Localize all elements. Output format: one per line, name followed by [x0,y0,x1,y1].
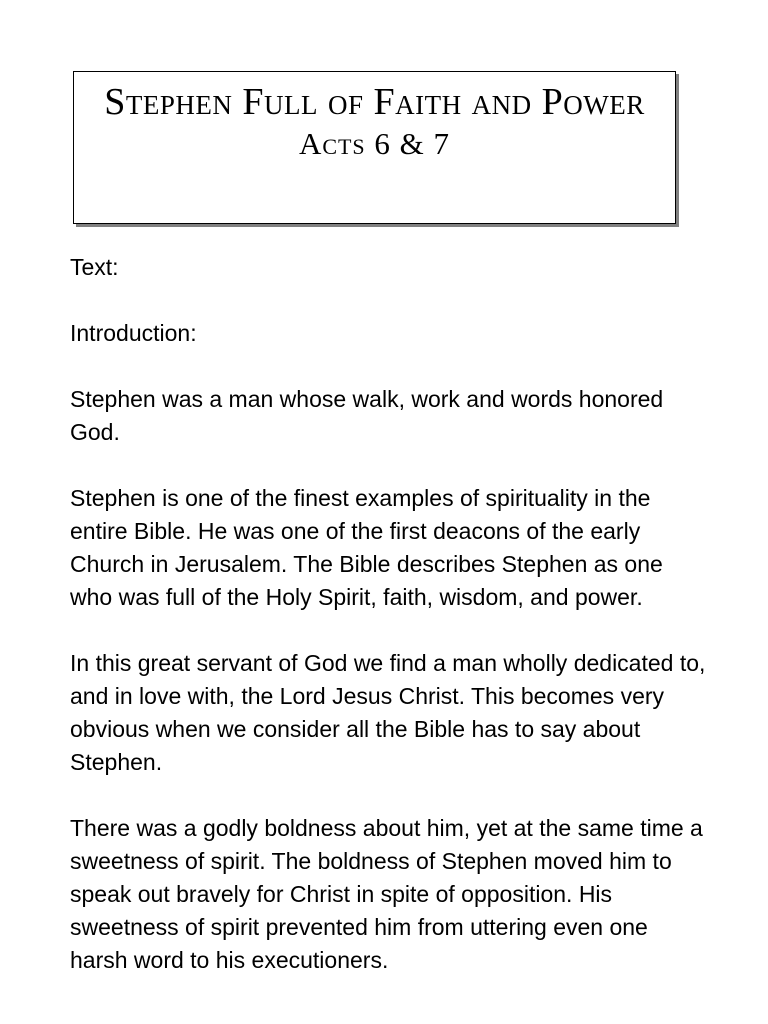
title-box [73,71,676,224]
paragraph: There was a godly boldness about him, yet at the same time a sweetness of spirit. The boldness of Stephen moved him to speak out bravely for Christ in spite of opposition. His sweetness of spirit prevented him from uttering even one harsh word to his executioners. [70,815,703,973]
paragraph: Stephen was a man whose walk, work and words honored God. [70,386,664,445]
document-body [70,251,710,1010]
introduction-label: Introduction: [70,320,197,346]
document-subtitle: Acts 6 & 7 [298,126,451,161]
document-title: Stephen Full of Faith and Power [104,81,645,123]
paragraph: In this great servant of God we find a man wholly dedicated to, and in love with, the Lord Jesus Christ. This becomes very obvious when we consider all the Bible has to say about Stephen. [70,650,706,775]
paragraph: Stephen is one of the finest examples of spirituality in the entire Bible. He was one of the first deacons of the early Church in Jerusalem. The Bible describes Stephen as one who was full of the Holy Spirit, faith, wisdom, and power. [70,485,663,610]
text-label: Text: [70,254,119,280]
